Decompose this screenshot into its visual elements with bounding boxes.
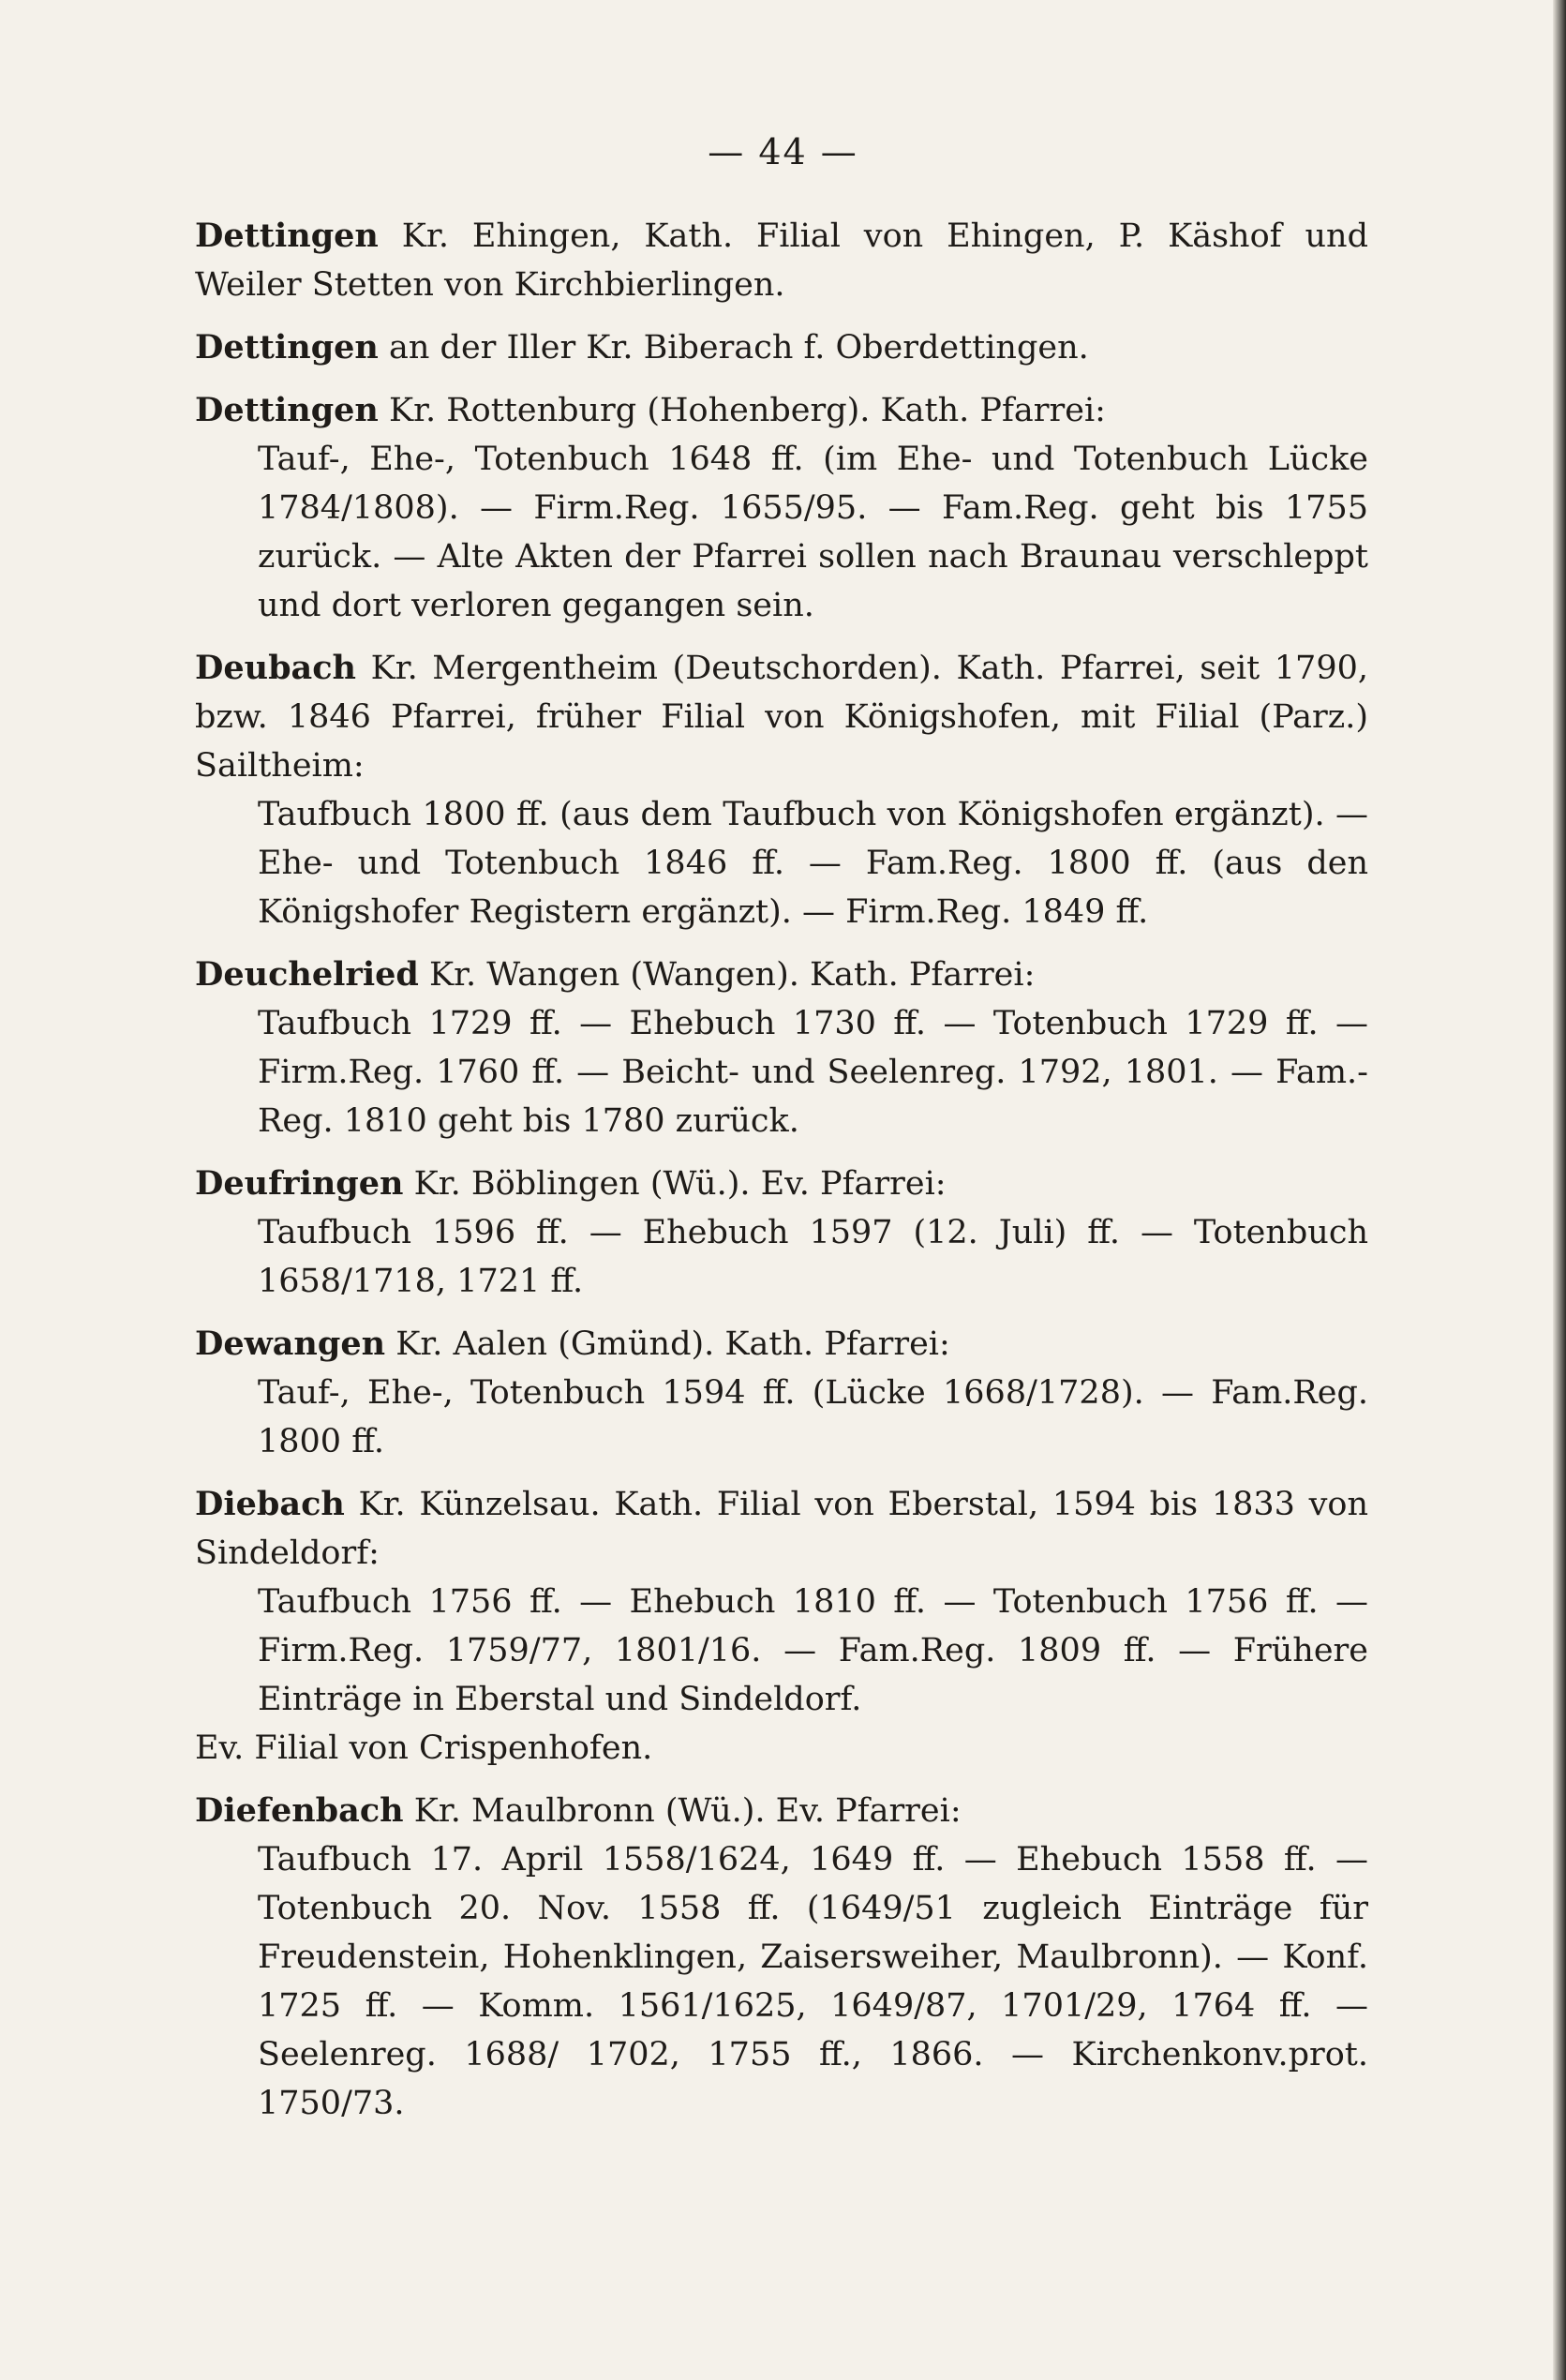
entry-note: Ev. Filial von Crispenhofen. <box>195 1729 653 1767</box>
page-number: — 44 — <box>708 131 858 172</box>
entry-text: Kr. Böblingen (Wü.). Ev. Pfarrei: <box>403 1165 947 1203</box>
entry-heading: Dettingen <box>195 391 379 429</box>
entry-text: Kr. Rottenburg (Hohenberg). Kath. Pfarrei: <box>378 392 1106 429</box>
entry-records: Tauf-, Ehe-, Totenbuch 1594 ff. (Lücke 1668/1728). — Fam.Reg. 1800 ff. <box>258 1374 1368 1460</box>
entry-heading: Deuchelried <box>195 955 419 994</box>
entry-text: Kr. Mergentheim (Deutschorden). Kath. Pfarrei, seit 1790, bzw. 1846 Pfarrei, früher Filial von Königshofen, mit Filial (Parz.) Sailtheim: <box>195 650 1368 785</box>
entry-diebach <box>195 1480 1368 1773</box>
entry-records: Taufbuch 1729 ff. — Ehebuch 1730 ff. — Totenbuch 1729 ff. — Firm.Reg. 1760 ff. — Beicht- und Seelenreg. 1792, 1801. — Fam.-Reg. 1810 geht bis 1780 zurück. <box>258 1005 1368 1140</box>
entry-dewangen <box>195 1320 1368 1466</box>
entry-deubach <box>195 644 1368 936</box>
entry-dettingen-iller <box>195 323 1368 372</box>
entry-records: Taufbuch 1800 ff. (aus dem Taufbuch von Königshofen ergänzt). — Ehe- und Totenbuch 1846 ff. — Fam.Reg. 1800 ff. (aus den Königshofer Registern ergänzt). — Firm.Reg. 1849 ff. <box>258 796 1368 931</box>
entry-text: Kr. Künzelsau. Kath. Filial von Eberstal, 1594 bis 1833 von Sindeldorf: <box>195 1486 1368 1572</box>
entry-text: Kr. Maulbronn (Wü.). Ev. Pfarrei: <box>403 1792 962 1830</box>
page-edge <box>1553 0 1566 2380</box>
entry-dettingen-rottenburg <box>195 386 1368 630</box>
entry-heading: Diefenbach <box>195 1791 404 1830</box>
entry-heading: Deufringen <box>195 1164 404 1203</box>
entry-dettingen-ehingen <box>195 212 1368 309</box>
entry-records: Taufbuch 17. April 1558/1624, 1649 ff. — Ehebuch 1558 ff. — Totenbuch 20. Nov. 1558 ff. (1649/51 zugleich Einträge für Freudenstein, Hohenklingen, Zaisersweiher, Maulbronn). — Konf. 1725 ff. — Komm. 1561/1625, 1649/87, 1701/29, 1764 ff. — Seelenreg. 1688/ 1702, 1755 ff., 1866. — Kirchenkonv.prot. 1750/73. <box>258 1841 1368 2122</box>
entry-text: Kr. Aalen (Gmünd). Kath. Pfarrei: <box>385 1325 950 1363</box>
entry-deuchelried <box>195 951 1368 1145</box>
entry-heading: Deubach <box>195 649 356 687</box>
entry-diefenbach <box>195 1787 1368 2128</box>
entry-heading: Dettingen <box>195 217 379 255</box>
entry-text: an der Iller Kr. Biberach f. Oberdettingen. <box>378 329 1089 367</box>
entry-records: Tauf-, Ehe-, Totenbuch 1648 ff. (im Ehe- und Totenbuch Lücke 1784/1808). — Firm.Reg. 1655/95. — Fam.Reg. geht bis 1755 zurück. — Alte Akten der Pfarrei sollen nach Braunau verschleppt und dort verloren gegangen sein. <box>258 441 1368 624</box>
entry-records: Taufbuch 1756 ff. — Ehebuch 1810 ff. — Totenbuch 1756 ff. — Firm.Reg. 1759/77, 1801/16. — Fam.Reg. 1809 ff. — Frühere Einträge in Eberstal und Sindeldorf. <box>258 1583 1368 1718</box>
entry-records: Taufbuch 1596 ff. — Ehebuch 1597 (12. Juli) ff. — Totenbuch 1658/1718, 1721 ff. <box>258 1214 1368 1300</box>
entry-text: Kr. Wangen (Wangen). Kath. Pfarrei: <box>418 956 1036 994</box>
entry-heading: Diebach <box>195 1485 345 1523</box>
page-body <box>195 212 1368 2142</box>
entry-deufringen <box>195 1160 1368 1306</box>
entry-text: Kr. Ehingen, Kath. Filial von Ehingen, P. Käshof und Weiler Stetten von Kirchbierlingen. <box>195 217 1368 304</box>
entry-heading: Dettingen <box>195 328 379 367</box>
entry-heading: Dewangen <box>195 1325 386 1363</box>
